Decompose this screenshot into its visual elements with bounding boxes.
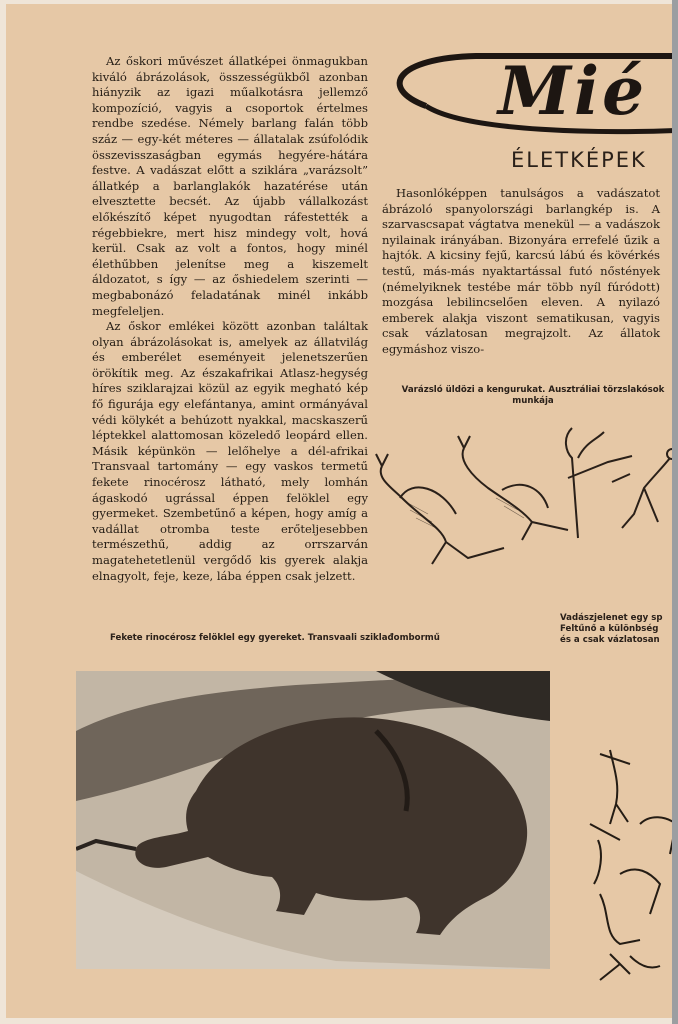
rhino-relief-image [76, 671, 550, 969]
article-paragraph-1: Az őskori művészet állatképei önmagukban kiváló ábrázolások, összességükből azonban hiányzik az igazi műalkotásra jellemző kompozíció, vagyis a csoportok értelmes rendbe szedése. Némely barlang falán több száz — egy-két méteres — állatalak zsúfolódik összevisszaságban egymás hegyére-hátára festve. A vadászat előtt a sziklára „varázsolt” állatkép a barlanglakók hazatérése után elvesztette becsét. Az újabb vállalkozást előkészítő képet nyugodtan ráfestették a régebbiekre, mert hisz mindegy volt, hová kerül. Csak az volt a fontos, hogy minél élethűbben jelenítse meg a kiszemelt áldozatot, s így — az őshiedelem szerinti — megbabonázó feladatának minél inkább megfeleljen. [92, 54, 368, 318]
left-article-column [92, 54, 368, 584]
kangaroo-drawing-image [372, 418, 672, 582]
script-title-banner [386, 48, 672, 140]
right-article-column [382, 186, 660, 358]
section-subtitle: ÉLETKÉPEK [511, 148, 647, 172]
hunting-scene-caption [560, 613, 672, 646]
article-paragraph-2: Az őskor emlékei között azonban találtak olyan ábrázolásokat is, amelyek az állatvilág és emberélet eseményeit jelenetszerűen örökítik meg. Az északafrikai Atlasz-hegység híres sziklarajzai közül az egyik megható kép fő figurája egy elefántanya, amint ormányával védi kölykét a behúzott nyakkal, macskaszerű léptekkel alattomosan közeledő leopárd ellen. Másik képünkön — lelőhelye a dél-afrikai Transvaal tartomány — egy vaskos termetű fekete rinocérosz látható, mely lomhán ágaskodó ugrással éppen felöklel egy gyermeket. Szembetűnő a képen, hogy amíg a vadállat otromba teste erőteljesebben természethű, addig az orrszarván magatehetetlenül vergődő kis gyerek alakja elnagyolt, feje, keze, lába éppen csak jelzett. [92, 319, 368, 583]
rhino-rock-relief-photo [76, 671, 550, 969]
hunting-caption-line-3: és a csak vázlatosan [560, 635, 660, 645]
magazine-page [6, 4, 672, 1018]
rhino-caption: Fekete rinocérosz felöklel egy gyereket. Transvaali sziklađombormű [110, 633, 440, 643]
kangaroo-caption: Varázsló üldözi a kengurukat. Ausztráliai törzslakósok munkája [401, 385, 665, 406]
hunting-caption-line-1: Vadászjelenet egy sp [560, 613, 663, 623]
hunting-caption-line-2: Feltűnő a különbség [560, 624, 659, 634]
article-paragraph-3: Hasonlóképpen tanulságos a vadászatot ábrázoló spanyolországi barlangkép is. A szarvascsapat vágtatva menekül — a vadászok nyilainak irányában. Bizonyára errefelé űzik a hajtók. A kicsiny fejű, karcsú lábú és kövérkés testű, más-más nyaktartással futó nőstények (némelyiknek testébe már több nyíl fúródott) mozgása lebilincselően eleven. A nyilazó emberek alakja viszont sematikusan, vagyis csak vázlatosan megrajzolt. Az állatok egymáshoz viszo- [382, 186, 660, 356]
page-title-fragment: Mié [498, 52, 648, 130]
page-binding-edge [672, 0, 678, 1024]
hunters-drawing-image [580, 744, 672, 984]
